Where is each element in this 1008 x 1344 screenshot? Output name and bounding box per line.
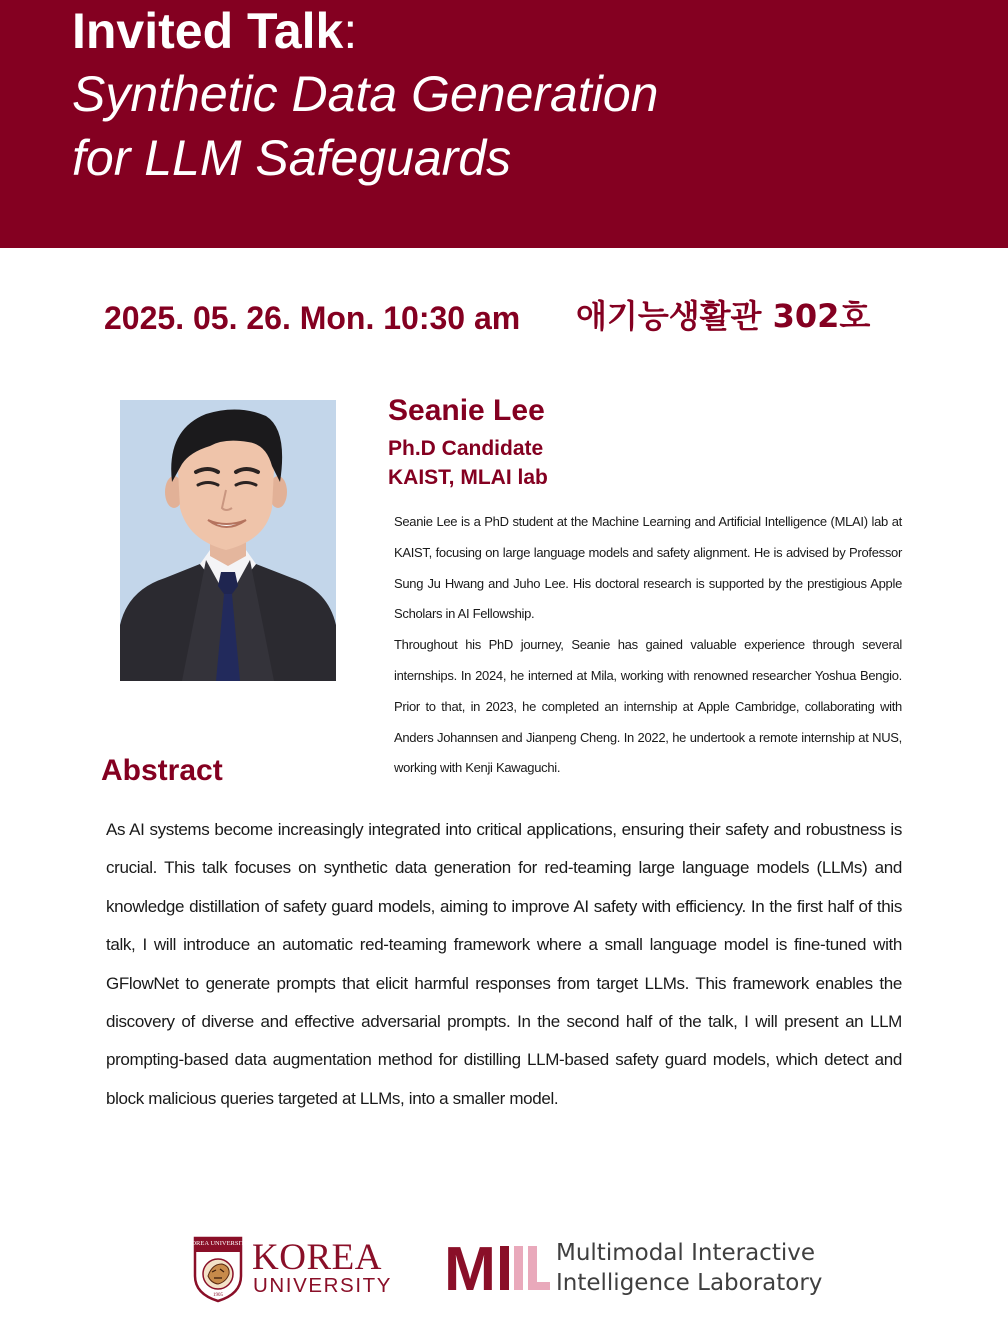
header-banner bbox=[0, 0, 1008, 248]
abstract-heading: Abstract bbox=[101, 754, 223, 787]
miil-name-line-1: Multimodal Interactive bbox=[556, 1240, 815, 1266]
speaker-portrait-illustration bbox=[120, 400, 336, 681]
speaker-bio bbox=[394, 507, 902, 784]
miil-mark-icon bbox=[444, 1235, 552, 1304]
miil-name-line-2: Intelligence Laboratory bbox=[556, 1270, 823, 1296]
speaker-photo bbox=[120, 400, 336, 681]
miil-logo bbox=[444, 1235, 824, 1304]
svg-text:M: M bbox=[444, 1235, 496, 1304]
bio-paragraph: Seanie Lee is a PhD student at the Machine Learning and Artificial Intelligence (MLAI) lab at KAIST, focusing on large language models and safety alignment. He is advised by Professor Sung Ju Hwang and Juho Lee. His doctoral research is supported by the prestigious Apple Scholars in AI Fellowship. bbox=[394, 514, 902, 622]
talk-title-line-1: Synthetic Data Generation bbox=[72, 66, 659, 122]
speaker-affiliation: KAIST, MLAI lab bbox=[388, 466, 548, 489]
speaker-name: Seanie Lee bbox=[388, 394, 545, 427]
event-location: 애기능생활관 302호 bbox=[576, 297, 871, 335]
talk-title-line-2: for LLM Safeguards bbox=[72, 130, 512, 186]
talk-type-label: Invited Talk: bbox=[72, 3, 358, 59]
crest-text: KOREA UNIVERSITY bbox=[186, 1240, 250, 1247]
crest-year: 1905 bbox=[213, 1293, 223, 1298]
korea-university-wordmark-line-1: KOREA bbox=[252, 1237, 382, 1278]
abstract-body: As AI systems become increasingly integrated into critical applications, ensuring their safety and robustness is crucial. This talk focuses on synthetic data generation for red-teaming large language models (LLMs) and knowledge distillation of safety guard models, aiming to improve AI safety with efficiency. In the first half of this talk, I will introduce an automatic red-teaming framework where a small language model is fine-tuned with GFlowNet to generate prompts that elicit harmful responses from target LLMs. This framework enables the discovery of diverse and effective adversarial prompts. In the second half of the talk, I will present an LLM prompting-based data augmentation method for distilling LLM-based safety guard models, which detect and block malicious queries targeted at LLMs, into a smaller model. bbox=[106, 820, 902, 1108]
korea-university-logo bbox=[186, 1236, 393, 1306]
event-datetime: 2025. 05. 26. Mon. 10:30 am bbox=[104, 300, 521, 336]
speaker-title: Ph.D Candidate bbox=[388, 437, 544, 460]
korea-university-wordmark-line-2: UNIVERSITY bbox=[253, 1274, 393, 1297]
korea-university-crest-icon bbox=[186, 1236, 250, 1302]
bio-paragraph: Throughout his PhD journey, Seanie has gained valuable experience through several internships. In 2024, he interned at Mila, working with renowned researcher Yoshua Bengio. Prior to that, in 2023, he completed an internship at Apple Cambridge, collaborating with Anders Johannsen and Jianpeng Cheng. In 2022, he undertook a remote internship at NUS, working with Kenji Kawaguchi. bbox=[394, 637, 902, 776]
